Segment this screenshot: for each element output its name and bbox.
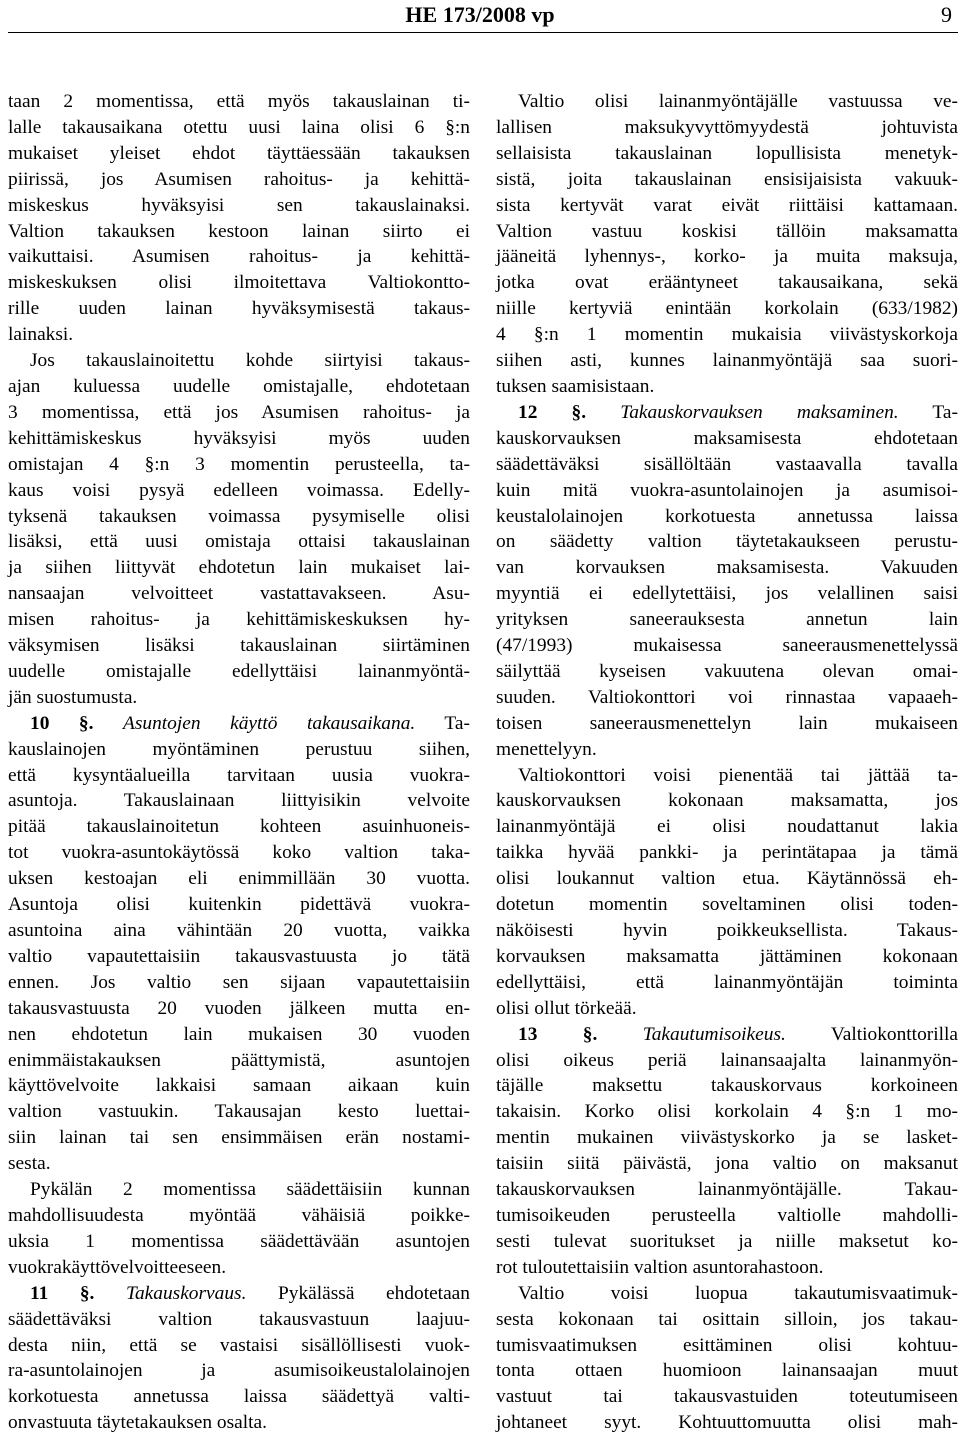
- page-number: 9: [941, 2, 952, 27]
- paragraph-line: rot tuloutettaisiin valtion asuntorahastoon.: [496, 1256, 824, 1278]
- paragraph-line: uudelle omistajalle edellyttäisi lainanmyöntä-: [8, 660, 470, 682]
- paragraph-line: kuin mitä vuokra-asuntolainojen ja asumisoi-: [496, 479, 958, 501]
- section-paragraph: [8, 1281, 470, 1436]
- section-number: 12 §.: [518, 401, 587, 423]
- paragraph-line: taisiin siitä päivästä, jona valtio on maksanut: [496, 1153, 958, 1175]
- left-column: [8, 89, 470, 1436]
- paragraph-line: väksymisen lisäksi takauslainan siirtäminen: [8, 635, 470, 657]
- paragraph-line: [8, 711, 470, 737]
- paragraph-line: toisen saneerausmenettelyn lain mukaiseen: [496, 712, 958, 734]
- paragraph-line: nansaajan velvoitteet vastattavakseen. Asu-: [8, 583, 470, 605]
- paragraph-line: täjälle maksettu takauskorvaus korkoineen: [496, 1075, 958, 1097]
- paragraph: [8, 1177, 470, 1281]
- paragraph-line: edellyttäisi, että lainanmyöntäjän toiminta: [496, 971, 958, 993]
- section-paragraph: [496, 1022, 958, 1281]
- paragraph-line: ennen. Jos valtio sen sijaan vapautettaisiin: [8, 971, 470, 993]
- paragraph-line: yrityksen saneerauksesta annetun lain: [496, 609, 958, 631]
- paragraph-line: ja siihen liittyvät ehdotetun lain mukaiset lai-: [8, 557, 470, 579]
- paragraph-line: ajan kuluessa uudelle omistajalle, ehdotetaan: [8, 375, 470, 397]
- paragraph-line: taikka hyvää pankki- ja perintätapaa ja tämä: [496, 842, 958, 864]
- paragraph-line: säilyttää kyseisen vakuutena olevan omai-: [496, 660, 958, 682]
- paragraph-line: [496, 1022, 958, 1048]
- paragraph-line: valtion vastuukin. Takausajan kesto luettai-: [8, 1101, 470, 1123]
- paragraph-line: Valtiokonttori voisi pienentää tai jättää ta-: [518, 764, 958, 786]
- paragraph-line: kauskorvauksen maksamisesta ehdotetaan: [496, 427, 958, 449]
- paragraph-line: uksen kestoajan eli enimmillään 30 vuotta.: [8, 868, 470, 890]
- paragraph-line: säädettäväksi valtion takausvastuun laajuu-: [8, 1308, 470, 1330]
- paragraph-line: käyttövelvoite lakkaisi samaan aikaan kuin: [8, 1075, 470, 1097]
- paragraph-line: tumisoikeuden perusteella valtiolle mahdolli-: [496, 1204, 958, 1226]
- paragraph-line: pitää takauslainoitetun kohteen asuinhuoneis-: [8, 816, 470, 838]
- paragraph-line: uksia 1 momentissa säädettävään asuntojen: [8, 1230, 470, 1252]
- paragraph: [496, 1281, 958, 1436]
- paragraph-line: 3 momentissa, että jos Asumisen rahoitus- ja: [8, 401, 470, 423]
- paragraph-line: Valtion takauksen kestoon lainan siirto ei: [8, 220, 470, 242]
- paragraph-line: menettelyyn.: [496, 738, 597, 760]
- section-paragraph: [8, 711, 470, 1177]
- paragraph-line: olisi loukannut valtion etua. Käytännössä eh-: [496, 868, 958, 890]
- paragraph-line: jääneitä lyhennys-, korko- ja muita maksuja,: [496, 246, 958, 268]
- paragraph-line: enimmäistakauksen päättymistä, asuntojen: [8, 1049, 470, 1071]
- paragraph-line: Asuntoja olisi kuitenkin pidettävä vuokra-: [8, 894, 470, 916]
- document-id: HE 173/2008 vp: [405, 2, 555, 27]
- paragraph-line: tumisvaatimuksen esittäminen olisi kohtuu-: [496, 1334, 958, 1356]
- paragraph-line: lisäksi, että uusi omistaja ottaisi takauslainan: [8, 531, 470, 553]
- paragraph-line: 4 §:n 1 momentin mukaisia viivästyskorkoja: [496, 324, 958, 346]
- section-paragraph: [496, 400, 958, 763]
- section-lead-text: Pykälässä ehdotetaan: [246, 1282, 470, 1304]
- paragraph-line: korvauksen maksamatta jättäminen kokonaan: [496, 945, 958, 967]
- paragraph-line: kehittämiskeskus hyväksyisi myös uuden: [8, 427, 470, 449]
- paragraph-line: mentin mukainen viivästyskorko ja se lasket-: [496, 1127, 958, 1149]
- paragraph-line: sesta.: [8, 1153, 51, 1175]
- paragraph-line: takauskorvauksen lainanmyöntäjälle. Takau-: [496, 1179, 958, 1201]
- paragraph-line: Valtio olisi lainanmyöntäjälle vastuussa ve-: [518, 91, 958, 112]
- paragraph-line: nen ehdotetun lain mukaisen 30 vuoden: [8, 1023, 470, 1045]
- paragraph-line: korkotuesta annetussa laissa säädettyä valti-: [8, 1386, 470, 1408]
- section-number: 11 §.: [30, 1282, 95, 1304]
- paragraph-line: miskeskus hyväksyisi sen takauslainaksi.: [8, 194, 470, 216]
- section-lead-text: Ta-: [898, 401, 958, 423]
- section-number: 13 §.: [518, 1023, 598, 1045]
- section-title: Takauskorvaus.: [125, 1282, 247, 1304]
- paragraph-line: että kysyntäalueilla tarvitaan uusia vuokra-: [8, 764, 470, 786]
- header-rule: [8, 32, 958, 33]
- paragraph-line: lainanmyöntäjä ei olisi noudattanut lakia: [496, 816, 958, 838]
- paragraph-line: Valtio voisi luopua takautumisvaatimuk-: [518, 1282, 958, 1304]
- paragraph-line: suuden. Valtiokonttori voi rinnastaa vapaaeh-: [496, 686, 958, 708]
- section-lead-text: Ta-: [415, 712, 470, 734]
- paragraph-line: jän suostumusta.: [8, 686, 138, 708]
- paragraph-line: sellaisista takauslainan lopullisista menetyk-: [496, 142, 958, 164]
- paragraph: [8, 89, 470, 348]
- paragraph-line: näköisesti hyvin poikkeuksellista. Takaus-: [496, 920, 958, 941]
- paragraph-line: tyksenä takauksen voimassa pysymiselle olisi: [8, 505, 470, 527]
- paragraph-line: sista kertyvät varat eivät riittäisi kattamaan.: [496, 194, 958, 216]
- section-number: 10 §.: [30, 712, 94, 734]
- paragraph-line: sistä, joita takauslainan ensisijaisista vakuuk-: [496, 168, 958, 190]
- paragraph-line: Valtion vastuu koskisi tällöin maksamatta: [496, 220, 958, 242]
- page-header: [0, 0, 960, 30]
- paragraph: [8, 348, 470, 711]
- paragraph-line: lallisen maksukyvyttömyydestä johtuvista: [496, 116, 958, 138]
- paragraph-line: keustalolainojen korkotuesta annetussa laissa: [496, 505, 958, 527]
- paragraph-line: sesta kokonaan tai osittain silloin, jos takau-: [496, 1308, 958, 1330]
- paragraph-line: miskeskuksen olisi ilmoitettava Valtiokontto-: [8, 272, 470, 294]
- right-column: [496, 89, 958, 1436]
- paragraph-line: onvastuuta täytetakauksen osalta.: [8, 1412, 267, 1434]
- paragraph-line: niille kertyviä enintään korkolain (633/1982): [496, 298, 958, 320]
- paragraph-line: mahdollisuudesta myöntää vähäisiä poikke-: [8, 1204, 470, 1226]
- paragraph-line: desta niin, että se vastaisi sisällöllisesti vuok-: [8, 1334, 470, 1356]
- paragraph-line: misen rahoitus- ja kehittämiskeskuksen hy-: [8, 609, 470, 631]
- paragraph-line: van korvauksen maksamisesta. Vakuuden: [496, 557, 958, 579]
- paragraph-line: kauslainojen myöntäminen perustuu siihen,: [8, 738, 470, 760]
- paragraph-line: johtaneet syyt. Kohtuuttomuutta olisi mah-: [496, 1412, 958, 1434]
- paragraph-line: valtio vapautettaisiin takausvastuusta jo tätä: [8, 945, 470, 967]
- section-title: Takauskorvauksen maksaminen.: [620, 401, 899, 423]
- paragraph-line: siin lainan tai sen ensimmäisen erän nostami-: [8, 1127, 470, 1149]
- paragraph-line: Jos takauslainoitettu kohde siirtyisi takaus-: [30, 350, 470, 372]
- paragraph-line: siihen asti, kunnes lainanmyöntäjä saa suori-: [496, 350, 958, 372]
- section-title: Takautumisoikeus.: [642, 1023, 786, 1045]
- paragraph-line: rille uuden lainan hyväksymisestä takaus-: [8, 298, 470, 320]
- paragraph-line: lainaksi.: [8, 324, 74, 346]
- paragraph-line: [496, 400, 958, 426]
- paragraph-line: tuksen saamisistaan.: [496, 375, 655, 397]
- paragraph-line: takausvastuusta 20 vuoden jälkeen mutta en-: [8, 997, 470, 1019]
- paragraph-line: asuntoja. Takauslainaan liittyisikin velvoite: [8, 790, 470, 812]
- paragraph-line: olisi ollut törkeää.: [496, 997, 637, 1019]
- paragraph-line: on säädetty valtion täytetakaukseen perustu-: [496, 531, 958, 553]
- paragraph-line: vaikuttaisi. Asumisen rahoitus- ja kehittä-: [8, 246, 470, 268]
- paragraph-line: kauskorvauksen kokonaan maksamatta, jos: [496, 790, 958, 812]
- section-lead-text: Valtiokonttorilla: [785, 1023, 958, 1045]
- paragraph-line: [8, 1281, 470, 1307]
- paragraph-line: lalle takausaikana otettu uusi laina olisi 6 §:n: [8, 116, 470, 138]
- paragraph-line: (47/1993) mukaisessa saneerausmenettelyssä: [496, 635, 958, 657]
- paragraph-line: säädettäväksi sisällöltään vastaavalla tavalla: [496, 453, 958, 475]
- paragraph-line: kaus voisi pysyä edelleen voimassa. Edelly-: [8, 479, 470, 501]
- paragraph-line: asuntoina aina vähintään 20 vuotta, vaikka: [8, 920, 470, 941]
- paragraph-line: vastuut tai takausvastuiden toteutumiseen: [496, 1386, 958, 1408]
- paragraph-line: tonta ottaen huomioon lainansaajan muut: [496, 1360, 958, 1382]
- paragraph-line: olisi oikeus periä lainansaajalta lainanmyön-: [496, 1049, 958, 1071]
- paragraph-line: vuokrakäyttövelvoitteeseen.: [8, 1256, 227, 1278]
- paragraph-line: takaisin. Korko olisi korkolain 4 §:n 1 mo-: [496, 1101, 958, 1123]
- paragraph: [496, 763, 958, 1022]
- paragraph-line: ra-asuntolainojen ja asumisoikeustalolainojen: [8, 1360, 470, 1382]
- section-title: Asuntojen käyttö takausaikana.: [123, 712, 416, 734]
- paragraph-line: dotetun momentin soveltaminen olisi toden-: [496, 894, 958, 916]
- paragraph-line: sesti tulevat suoritukset ja niille maksetut ko-: [496, 1230, 958, 1252]
- paragraph-line: mukaiset yleiset ehdot täyttäessään takauksen: [8, 142, 470, 164]
- paragraph-line: tot vuokra-asuntokäytössä koko valtion taka-: [8, 842, 470, 864]
- paragraph-line: taan 2 momentissa, että myös takauslainan ti-: [8, 91, 470, 112]
- paragraph-line: Pykälän 2 momentissa säädettäisiin kunnan: [30, 1179, 470, 1201]
- paragraph-line: myyntiä ei edellytettäisi, jos velallinen saisi: [496, 583, 958, 605]
- paragraph-line: piirissä, jos Asumisen rahoitus- ja kehittä-: [8, 168, 470, 190]
- paragraph: [496, 89, 958, 400]
- paragraph-line: jotka ovat erääntyneet takausaikana, sekä: [496, 272, 958, 294]
- paragraph-line: omistajan 4 §:n 3 momentin perusteella, ta-: [8, 453, 470, 475]
